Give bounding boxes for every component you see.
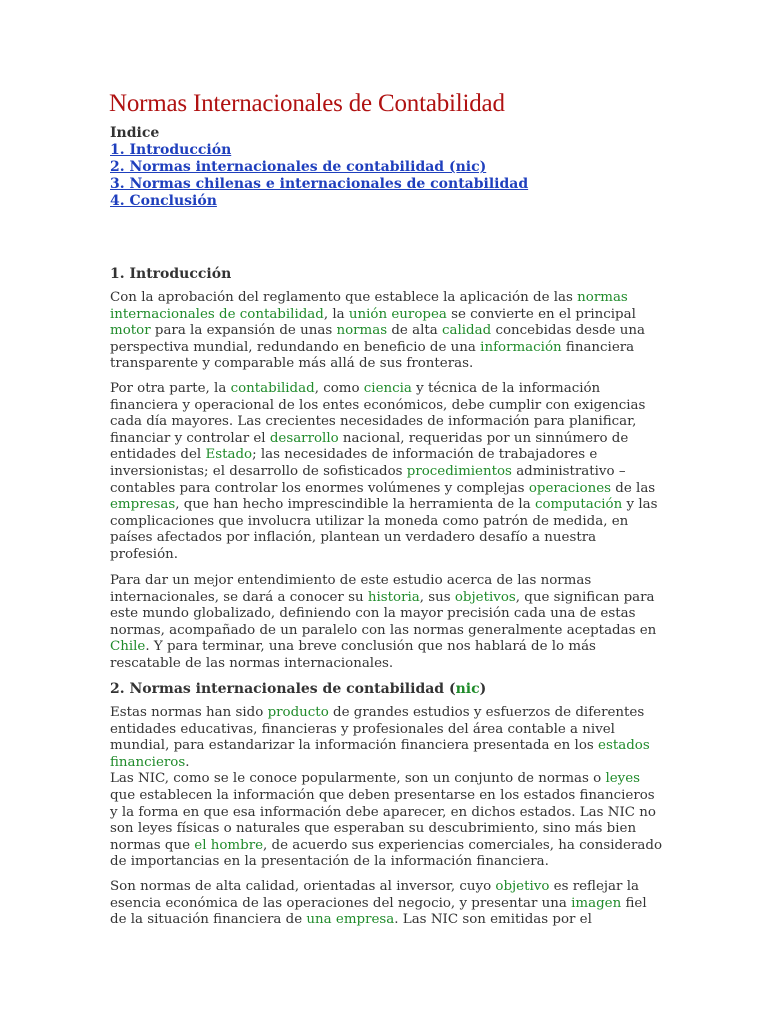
toc-link-normas-internacionales[interactable]: 2. Normas internacionales de contabilidad (nic)	[110, 159, 487, 175]
text: .	[185, 754, 190, 770]
text-line: normas, acompañado de un paralelo con las normas generalmente aceptadas en	[110, 622, 657, 638]
text: Estas normas han sido	[110, 705, 268, 720]
inline-link[interactable]: internacionales de contabilidad	[110, 306, 324, 322]
inline-link[interactable]: ciencia	[363, 381, 412, 396]
text: de la situación financiera de	[110, 912, 307, 928]
text: mundial, para estandarizar la información financiera presentada en los	[110, 738, 599, 754]
text: , la	[323, 306, 349, 322]
inline-link[interactable]: nic	[455, 681, 480, 697]
text: , como	[314, 381, 364, 396]
paragraph	[110, 381, 670, 564]
inline-link[interactable]: producto	[267, 705, 329, 720]
text: fiel	[621, 895, 647, 911]
section-heading-introduccion: 1. Introducción	[110, 266, 232, 282]
inline-link[interactable]: historia	[367, 589, 420, 605]
text: . Las NIC son emitidas por el	[394, 912, 592, 928]
text-line: entidades educativas, financieras y profesionales del área contable a nivel	[110, 721, 615, 737]
text: es reflejar la	[549, 879, 639, 894]
text: perspectiva mundial, redundando en beneficio de una	[110, 339, 481, 355]
page-title: Normas Internacionales de Contabilidad	[109, 90, 505, 117]
text: inversionistas; el desarrollo de sofisticados	[110, 463, 407, 479]
text: de grandes estudios y esfuerzos de diferentes	[328, 705, 645, 720]
text: , que significan para	[515, 589, 655, 605]
inline-link[interactable]: normas	[577, 290, 628, 305]
text: esencia económica de las operaciones del negocio, y presentar una	[110, 895, 572, 911]
text-line: este mundo globalizado, definiendo con la mayor precisión cada una de estas	[110, 606, 636, 622]
text: se convierte en el principal	[446, 306, 636, 322]
text-line: cada día mayores. Las crecientes necesidades de información para planificar,	[110, 414, 637, 430]
inline-link[interactable]: calidad	[442, 323, 492, 339]
text-line: son leyes físicas o naturales que esperaban su descubrimiento, sino más bien	[110, 821, 637, 837]
inline-link[interactable]: el hombre	[194, 837, 264, 853]
text-line: rescatable de las normas internacionales.	[110, 655, 394, 671]
inline-link[interactable]: empresas	[110, 497, 176, 513]
text-line: y la forma en que esa información debe aparecer, en dichos estados. Las NIC no	[110, 804, 656, 820]
text: financiera	[561, 339, 635, 355]
inline-link[interactable]: leyes	[605, 771, 641, 787]
paragraph	[110, 879, 670, 929]
text: , sus	[419, 589, 455, 605]
heading-text: 2. Normas internacionales de contabilidad (	[110, 681, 456, 697]
heading-text: )	[479, 681, 487, 697]
text: Las NIC, como se le conoce popularmente, son un conjunto de normas o	[110, 771, 606, 787]
text: de alta	[387, 323, 442, 339]
inline-link[interactable]: una empresa	[306, 912, 395, 928]
inline-link[interactable]: desarrollo	[269, 430, 339, 446]
toc-link-introduccion[interactable]: 1. Introducción	[110, 142, 232, 158]
inline-link[interactable]: Chile	[110, 639, 146, 655]
table-of-contents	[110, 125, 528, 210]
section-heading-normas-internacionales	[110, 681, 486, 698]
text: internacionales, se dará a conocer su	[110, 589, 368, 605]
text-line: Para dar un mejor entendimiento de este estudio acerca de las normas	[110, 573, 592, 588]
text-line: profesión.	[110, 546, 179, 562]
text: y técnica de la información	[411, 381, 601, 396]
inline-link[interactable]: objetivos	[454, 589, 516, 605]
inline-link[interactable]: Estado	[205, 447, 253, 463]
text-line: complicaciones que involucra utilizar la moneda como patrón de medida, en	[110, 513, 629, 529]
paragraph	[110, 573, 670, 673]
inline-link[interactable]: contabilidad	[230, 381, 315, 396]
text: , de acuerdo sus experiencias comerciales, ha considerado	[263, 837, 663, 853]
text: , que han hecho imprescindible la herramienta de la	[175, 497, 535, 513]
text: y las	[622, 497, 658, 513]
inline-link[interactable]: objetivo	[495, 879, 550, 894]
inline-link[interactable]: información	[480, 339, 562, 355]
text: Por otra parte, la	[110, 381, 231, 396]
inline-link[interactable]: unión europea	[348, 306, 447, 322]
toc-link-conclusion[interactable]: 4. Conclusión	[110, 193, 217, 209]
toc-link-normas-chilenas[interactable]: 3. Normas chilenas e internacionales de contabilidad	[110, 176, 529, 192]
text: Con la aprobación del reglamento que establece la aplicación de las	[110, 290, 578, 305]
inline-link[interactable]: operaciones	[528, 480, 612, 496]
text-line: financiera y operacional de los entes económicos, debe cumplir con exigencias	[110, 397, 646, 413]
paragraph	[110, 290, 670, 373]
inline-link[interactable]: normas	[336, 323, 388, 339]
text-line: transparente y comparable más allá de sus fronteras.	[110, 356, 474, 372]
text: de las	[611, 480, 656, 496]
text-line: que establecen la información que deben presentarse en los estados financieros	[110, 787, 655, 803]
text: financiar y controlar el	[110, 430, 270, 446]
text: contables para controlar los enormes volúmenes y complejas	[110, 480, 529, 496]
toc-heading: Indice	[110, 125, 160, 141]
paragraph	[110, 705, 670, 871]
inline-link[interactable]: estados	[598, 738, 650, 754]
inline-link[interactable]: imagen	[571, 895, 622, 911]
text: Son normas de alta calidad, orientadas al inversor, cuyo	[110, 879, 496, 894]
text-line: países afectados por inflación, plantean un verdadero desafío a nuestra	[110, 530, 597, 546]
text: entidades del	[110, 447, 206, 463]
text: para la expansión de unas	[150, 323, 337, 339]
text: administrativo –	[511, 463, 626, 479]
text: concebidas desde una	[491, 323, 645, 339]
inline-link[interactable]: motor	[110, 323, 151, 339]
text: nacional, requeridas por un sinnúmero de	[338, 430, 629, 446]
inline-link[interactable]: computación	[534, 497, 623, 513]
text-line: de importancias en la presentación de la información financiera.	[110, 854, 549, 870]
text: ; las necesidades de información de trabajadores e	[252, 447, 598, 463]
text: normas que	[110, 837, 195, 853]
text: . Y para terminar, una breve conclusión que nos hablará de lo más	[145, 639, 596, 655]
inline-link[interactable]: procedimientos	[406, 463, 512, 479]
inline-link[interactable]: financieros	[110, 754, 186, 770]
